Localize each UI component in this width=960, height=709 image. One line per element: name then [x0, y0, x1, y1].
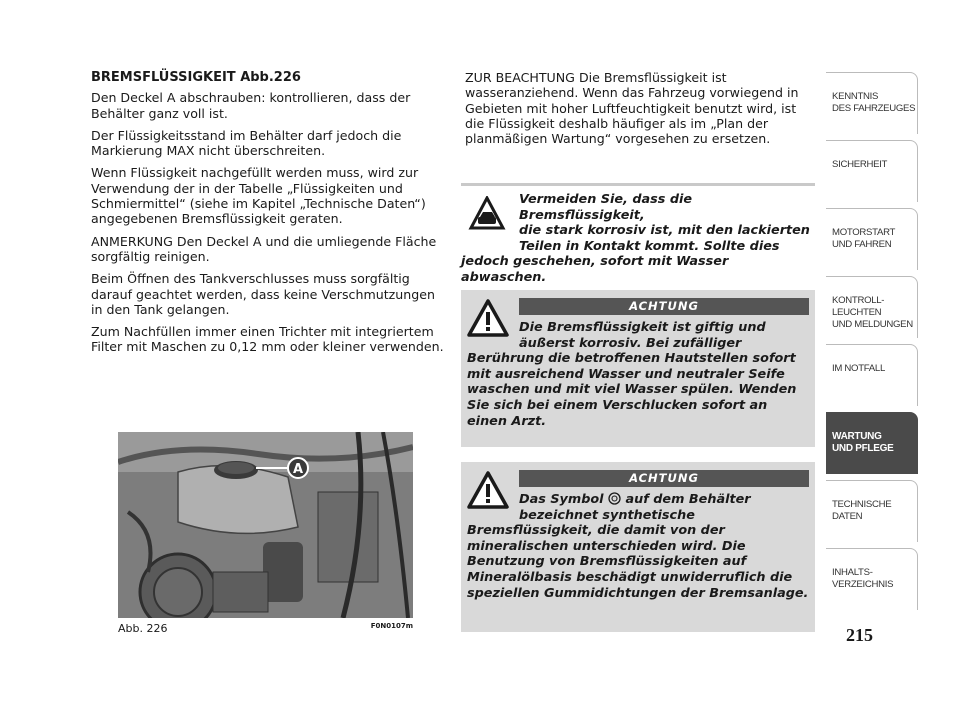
tab-label: MOTORSTART UND FAHREN [832, 227, 896, 250]
tab-kenntnis[interactable] [826, 72, 918, 134]
tab-label: SICHERHEIT [832, 159, 888, 170]
warning-line [467, 492, 811, 508]
paragraph: ANMERKUNG Den Deckel A und die umliegende Fläche sorgfältig reinigen. [91, 233, 437, 264]
paragraph: Wenn Flüssigkeit nachgefüllt werden muss, wird zur Verwendung der in der Tabelle „Flüssigkeiten und Schmiermittel“ (siehe im Kapitel „Technische Daten“) angegebenen Bremsflüssigkeit geraten. [91, 165, 426, 227]
tab-technische-daten[interactable] [826, 480, 918, 542]
tab-label: TECHNISCHE DATEN [832, 499, 892, 522]
env-line: jedoch geschehen, sofort mit Wasser abwaschen. [461, 254, 729, 285]
env-line: Teilen in Kontakt kommt. Sollte dies [519, 238, 780, 254]
warning-header: ACHTUNG [519, 298, 809, 315]
paragraph: Beim Öffnen des Tankverschlusses muss sorgfältig darauf geachtet werden, dass keine Verschmutzungen in den Tank gelangen. [91, 271, 435, 317]
tab-inhaltsverzeichnis[interactable] [826, 548, 918, 610]
env-line: Vermeiden Sie, dass die Bremsflüssigkeit, [519, 192, 693, 223]
warning-box [461, 290, 815, 447]
figure-code: F0N0107m [370, 622, 413, 630]
environment-note [461, 192, 815, 285]
warning-box [461, 462, 815, 632]
warning-text: Bremsflüssigkeit, die damit von der mineralischen unterschieden wird. Die Benutzung von Bremsflüssigkeiten auf Mineralölbasis beschädigt unwiderruflich die speziellen Gummidichtungen der Bremsanlage. [467, 523, 809, 601]
page-number: 215 [846, 625, 873, 645]
paragraph: Zum Nachfüllen immer einen Trichter mit integriertem Filter mit Maschen zu 0,12 mm oder kleiner verwenden. [91, 324, 444, 355]
warning-line: Die Bremsflüssigkeit ist giftig und [519, 320, 766, 335]
tab-label: INHALTS- VERZEICHNIS [832, 567, 894, 590]
callout-label-a: A [292, 462, 304, 477]
left-column [91, 70, 447, 362]
tab-motorstart[interactable] [826, 208, 918, 270]
paragraph: Den Deckel A abschrauben: kontrollieren, dass der Behälter ganz voll ist. [91, 90, 411, 121]
warning-header: ACHTUNG [519, 470, 809, 487]
warning-line: äußerst korrosiv. Bei zufälliger [519, 335, 742, 351]
note-paragraph: ZUR BEACHTUNG Die Bremsflüssigkeit ist wasseranziehend. Wenn das Fahrzeug vorwiegend in Gebieten mit hoher Luftfeuchtigkeit benutzt wird, ist die Flüssigkeit deshalb häufiger als im „Plan der planmäßigen Wartung“ vorgesehen zu ersetzen. [465, 70, 799, 147]
engine-bay-illustration [118, 432, 413, 618]
tab-sicherheit[interactable] [826, 140, 918, 202]
env-line: die stark korrosiv ist, mit den lackierten [519, 223, 810, 238]
tab-label: IM NOTFALL [832, 363, 885, 374]
warning-line-part: Das Symbol [519, 492, 604, 507]
paragraph: Der Flüssigkeitsstand im Behälter darf jedoch die Markierung MAX nicht überschreiten. [91, 127, 402, 159]
warning-line: bezeichnet synthetische [519, 507, 695, 523]
warning-text: Berührung die betroffenen Hautstellen sofort mit ausreichend Wasser und neutraler Seife waschen und mit viel Wasser spülen. Wenden Sie sich bei einem Verschlucken sofort an einen Arzt. [467, 351, 797, 429]
synthetic-fluid-symbol-icon [608, 492, 621, 505]
warning-line-part: auf dem Behälter [625, 492, 751, 507]
tab-label: WARTUNG UND PFLEGE [832, 431, 894, 454]
car-paint-icon [467, 196, 507, 230]
tab-label: KONTROLL- LEUCHTEN UND MELDUNGEN [832, 295, 913, 330]
engine-bay-photo [118, 432, 413, 618]
chapter-tabs [826, 72, 918, 616]
divider [461, 183, 815, 186]
tab-wartung[interactable] [826, 412, 918, 474]
figure-label: Abb. 226 [118, 622, 168, 635]
section-heading: BREMSFLÜSSIGKEIT Abb.226 [91, 70, 301, 85]
figure-caption [118, 622, 413, 635]
tab-notfall[interactable] [826, 344, 918, 406]
tab-kontrollleuchten[interactable] [826, 276, 918, 338]
tab-label: KENNTNIS DES FAHRZEUGES [832, 91, 916, 114]
